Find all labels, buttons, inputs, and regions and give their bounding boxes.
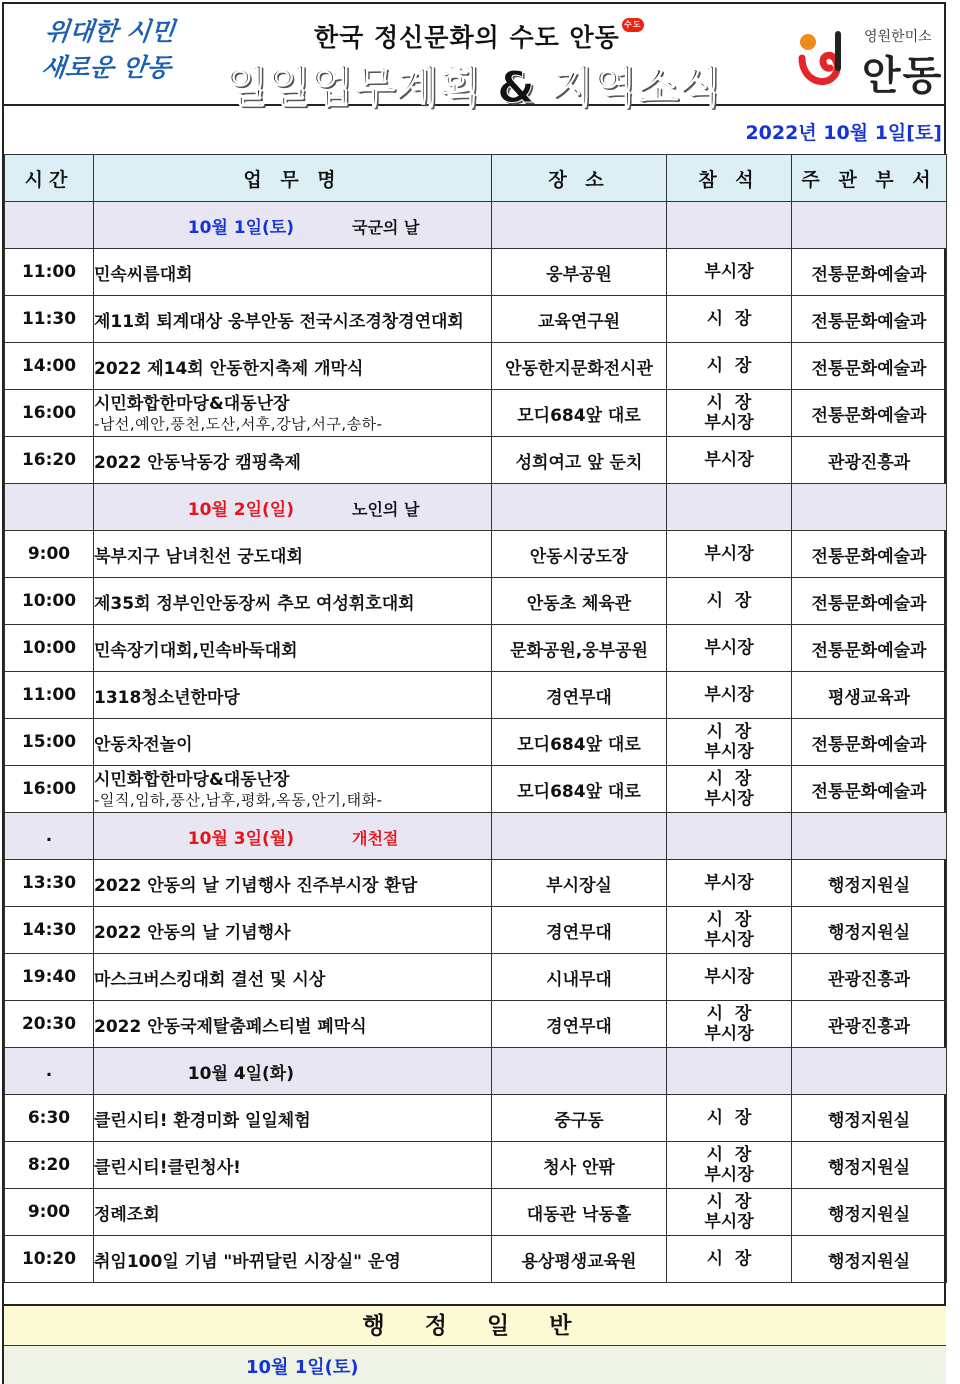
event-place: 중구동 xyxy=(492,1095,667,1142)
event-task: 2022 안동의 날 기념행사 진주부시장 환담 xyxy=(94,875,418,896)
event-task: 클린시티!클린청사! xyxy=(94,1157,241,1178)
event-place: 안동시궁도장 xyxy=(492,531,667,578)
event-attendee: 시 장 xyxy=(706,769,752,789)
event-department: 행정지원실 xyxy=(792,907,947,954)
empty-cell xyxy=(667,484,792,531)
day-header-row xyxy=(5,813,947,860)
event-task-cell xyxy=(94,343,492,390)
empty-cell xyxy=(492,1048,667,1095)
schedule-table xyxy=(4,154,947,1283)
event-attendee: 부시장 xyxy=(704,967,754,987)
day-marker: . xyxy=(5,1048,94,1095)
event-attendee-cell xyxy=(667,860,792,907)
event-attendee-cell xyxy=(667,907,792,954)
event-place: 성희여고 앞 둔치 xyxy=(492,437,667,484)
header xyxy=(4,4,944,113)
event-attendee: 부시장 xyxy=(704,638,754,658)
event-time: 11:30 xyxy=(5,296,94,343)
event-task: 2022 안동국제탈춤페스티벌 폐막식 xyxy=(94,1016,367,1037)
event-department: 전통문화예술과 xyxy=(792,766,947,813)
empty-cell xyxy=(792,813,947,860)
table-row xyxy=(5,1236,947,1283)
day-label-cell xyxy=(94,202,492,249)
schedule-body xyxy=(5,202,947,1283)
empty-cell xyxy=(667,1048,792,1095)
table-row xyxy=(5,907,947,954)
event-attendee-second: 부시장 xyxy=(704,1165,754,1185)
document-date-bar xyxy=(4,106,944,156)
subtitle-text: 한국 정신문화의 수도 안동 xyxy=(314,23,620,52)
logo-name: 안동 xyxy=(862,53,944,99)
table-row xyxy=(5,437,947,484)
event-task-cell xyxy=(94,672,492,719)
event-task: 클린시티! 환경미화 일일체험 xyxy=(94,1110,311,1131)
page-title: 일일업무계획 & 지역소식 xyxy=(226,63,722,113)
event-task-cell xyxy=(94,860,492,907)
slogan-line1: 위대한 시민 xyxy=(43,17,177,46)
event-attendee-cell xyxy=(667,1095,792,1142)
event-place: 문화공원,웅부공원 xyxy=(492,625,667,672)
event-attendee: 시 장 xyxy=(706,591,752,611)
event-place: 시내무대 xyxy=(492,954,667,1001)
event-place: 안동한지문화전시관 xyxy=(492,343,667,390)
event-task: 제11회 퇴계대상 웅부안동 전국시조경창경연대회 xyxy=(94,311,464,332)
event-task: 북부지구 남녀친선 궁도대회 xyxy=(94,546,303,567)
day-marker xyxy=(5,202,94,249)
event-task-cell xyxy=(94,578,492,625)
event-place: 안동초 체육관 xyxy=(492,578,667,625)
day-label-cell xyxy=(94,813,492,860)
event-task-cell xyxy=(94,296,492,343)
event-place: 청사 안팎 xyxy=(492,1142,667,1189)
event-task-detail: -일직,임하,풍산,남후,평화,옥동,안기,태화- xyxy=(94,790,383,809)
event-time: 15:00 xyxy=(5,719,94,766)
day-marker: . xyxy=(5,813,94,860)
event-department: 전통문화예술과 xyxy=(792,390,947,437)
andong-logo xyxy=(794,22,944,98)
event-attendee-cell xyxy=(667,390,792,437)
day-header-row xyxy=(5,484,947,531)
table-row xyxy=(5,766,947,813)
table-row xyxy=(5,249,947,296)
event-task-cell xyxy=(94,1095,492,1142)
event-attendee-second: 부시장 xyxy=(704,930,754,950)
event-department: 전통문화예술과 xyxy=(792,578,947,625)
event-task: 2022 안동의 날 기념행사 xyxy=(94,922,291,943)
document-date: 2022년 10월 1일[토] xyxy=(745,122,942,144)
event-place: 모디684앞 대로 xyxy=(492,390,667,437)
slogan xyxy=(14,14,202,86)
event-time: 14:30 xyxy=(5,907,94,954)
table-row xyxy=(5,672,947,719)
event-time: 16:00 xyxy=(5,390,94,437)
column-header-task: 업 무 명 xyxy=(94,155,492,202)
event-task-cell xyxy=(94,766,492,813)
event-attendee-cell xyxy=(667,437,792,484)
event-attendee: 부시장 xyxy=(704,262,754,282)
event-task: 시민화합한마당&대동난장 xyxy=(94,393,290,414)
event-attendee-cell xyxy=(667,531,792,578)
event-department: 행정지원실 xyxy=(792,1095,947,1142)
event-task-cell xyxy=(94,390,492,437)
table-row xyxy=(5,1142,947,1189)
event-task-cell xyxy=(94,1189,492,1236)
event-place: 용상평생교육원 xyxy=(492,1236,667,1283)
event-place: 교육연구원 xyxy=(492,296,667,343)
event-attendee-second: 부시장 xyxy=(704,789,754,809)
event-place: 웅부공원 xyxy=(492,249,667,296)
event-task: 안동차전놀이 xyxy=(94,734,193,755)
event-department: 관광진흥과 xyxy=(792,954,947,1001)
empty-cell xyxy=(792,202,947,249)
event-attendee-cell xyxy=(667,1142,792,1189)
event-task: 취임100일 기념 "바뀌달린 시장실" 운영 xyxy=(94,1251,401,1272)
event-place: 경연무대 xyxy=(492,907,667,954)
footer-date-bar xyxy=(4,1346,946,1384)
day-label: 10월 4일(화) xyxy=(187,1063,294,1084)
column-header-place: 장 소 xyxy=(492,155,667,202)
day-label-cell xyxy=(94,484,492,531)
event-task: 마스크버스킹대회 결선 및 시상 xyxy=(94,969,326,990)
event-attendee-cell xyxy=(667,249,792,296)
empty-cell xyxy=(667,813,792,860)
event-task: 제35회 정부인안동장씨 추모 여성휘호대회 xyxy=(94,593,415,614)
event-attendee-cell xyxy=(667,1001,792,1048)
footer-date: 10월 1일(토) xyxy=(246,1357,359,1378)
event-attendee-cell xyxy=(667,719,792,766)
holiday-label: 개천절 xyxy=(352,828,399,848)
event-place: 경연무대 xyxy=(492,1001,667,1048)
event-attendee-cell xyxy=(667,672,792,719)
event-time: 14:00 xyxy=(5,343,94,390)
event-department: 행정지원실 xyxy=(792,860,947,907)
table-row xyxy=(5,1001,947,1048)
event-time: 10:00 xyxy=(5,625,94,672)
capital-badge: 수도 xyxy=(622,18,644,32)
event-task-cell xyxy=(94,531,492,578)
event-task-cell xyxy=(94,1001,492,1048)
event-time: 20:30 xyxy=(5,1001,94,1048)
table-row xyxy=(5,296,947,343)
event-department: 행정지원실 xyxy=(792,1142,947,1189)
logo-tagline: 영원한미소 xyxy=(864,29,932,45)
day-label: 10월 2일(일) xyxy=(187,499,294,520)
table-row xyxy=(5,1095,947,1142)
column-header-time: 시간 xyxy=(5,155,94,202)
event-time: 10:20 xyxy=(5,1236,94,1283)
holiday-label: 노인의 날 xyxy=(352,499,420,519)
event-attendee-second: 부시장 xyxy=(704,413,754,433)
day-label: 10월 1일(토) xyxy=(187,217,294,238)
event-place: 부시장실 xyxy=(492,860,667,907)
day-header-row xyxy=(5,202,947,249)
event-attendee: 시 장 xyxy=(706,1192,752,1212)
table-row xyxy=(5,578,947,625)
table-row xyxy=(5,719,947,766)
event-task-cell xyxy=(94,1142,492,1189)
event-task: 2022 제14회 안동한지축제 개막식 xyxy=(94,358,364,379)
event-attendee-cell xyxy=(667,343,792,390)
andong-logo-icon xyxy=(794,28,858,92)
table-row xyxy=(5,1189,947,1236)
event-task: 2022 안동낙동강 캠핑축제 xyxy=(94,452,301,473)
event-attendee: 부시장 xyxy=(704,544,754,564)
event-task-cell xyxy=(94,954,492,1001)
empty-cell xyxy=(792,484,947,531)
event-time: 6:30 xyxy=(5,1095,94,1142)
event-time: 13:30 xyxy=(5,860,94,907)
event-time: 9:00 xyxy=(5,531,94,578)
event-attendee-cell xyxy=(667,578,792,625)
event-attendee: 부시장 xyxy=(704,450,754,470)
event-attendee-cell xyxy=(667,1189,792,1236)
event-attendee: 시 장 xyxy=(706,356,752,376)
empty-cell xyxy=(492,484,667,531)
event-department: 관광진흥과 xyxy=(792,1001,947,1048)
event-department: 전통문화예술과 xyxy=(792,249,947,296)
empty-cell xyxy=(492,202,667,249)
empty-cell xyxy=(792,1048,947,1095)
event-department: 전통문화예술과 xyxy=(792,531,947,578)
table-row xyxy=(5,390,947,437)
event-attendee: 시 장 xyxy=(706,1249,752,1269)
event-department: 전통문화예술과 xyxy=(792,719,947,766)
event-department: 전통문화예술과 xyxy=(792,343,947,390)
day-header-row xyxy=(5,1048,947,1095)
event-task: 1318청소년한마당 xyxy=(94,687,240,708)
event-attendee: 부시장 xyxy=(704,685,754,705)
event-department: 행정지원실 xyxy=(792,1189,947,1236)
day-label-cell xyxy=(94,1048,492,1095)
day-marker xyxy=(5,484,94,531)
event-time: 8:20 xyxy=(5,1142,94,1189)
event-place: 경연무대 xyxy=(492,672,667,719)
event-time: 16:00 xyxy=(5,766,94,813)
day-label: 10월 3일(월) xyxy=(187,828,294,849)
event-attendee: 시 장 xyxy=(706,722,752,742)
event-attendee-second: 부시장 xyxy=(704,742,754,762)
event-task-cell xyxy=(94,437,492,484)
event-attendee-second: 부시장 xyxy=(704,1024,754,1044)
event-attendee-cell xyxy=(667,766,792,813)
event-attendee: 시 장 xyxy=(706,1108,752,1128)
event-time: 10:00 xyxy=(5,578,94,625)
event-task-cell xyxy=(94,907,492,954)
event-attendee-cell xyxy=(667,954,792,1001)
event-task: 민속씨름대회 xyxy=(94,264,193,285)
event-place: 대동관 낙동홀 xyxy=(492,1189,667,1236)
event-task-cell xyxy=(94,625,492,672)
event-department: 전통문화예술과 xyxy=(792,296,947,343)
table-row xyxy=(5,954,947,1001)
column-header-attendee: 참 석 xyxy=(667,155,792,202)
slogan-line2: 새로운 안동 xyxy=(39,53,173,82)
subtitle xyxy=(314,18,644,54)
event-attendee-cell xyxy=(667,1236,792,1283)
event-department: 평생교육과 xyxy=(792,672,947,719)
event-task-detail: -남선,예안,풍천,도산,서후,강남,서구,송하- xyxy=(94,414,383,433)
event-task: 민속장기대회,민속바둑대회 xyxy=(94,640,298,661)
event-attendee-cell xyxy=(667,296,792,343)
event-time: 16:20 xyxy=(5,437,94,484)
event-task: 정례조회 xyxy=(94,1204,160,1225)
event-attendee-cell xyxy=(667,625,792,672)
column-header-department: 주 관 부 서 xyxy=(792,155,947,202)
event-place: 모디684앞 대로 xyxy=(492,766,667,813)
event-attendee: 시 장 xyxy=(706,910,752,930)
table-row xyxy=(5,343,947,390)
event-attendee: 시 장 xyxy=(706,1004,752,1024)
event-place: 모디684앞 대로 xyxy=(492,719,667,766)
table-row xyxy=(5,625,947,672)
table-row xyxy=(5,860,947,907)
event-attendee: 시 장 xyxy=(706,309,752,329)
event-task-cell xyxy=(94,1236,492,1283)
event-attendee: 시 장 xyxy=(706,1145,752,1165)
holiday-label: 국군의 날 xyxy=(352,217,420,237)
event-task: 시민화합한마당&대동난장 xyxy=(94,769,290,790)
event-time: 19:40 xyxy=(5,954,94,1001)
event-time: 9:00 xyxy=(5,1189,94,1236)
empty-cell xyxy=(492,813,667,860)
event-task-cell xyxy=(94,249,492,296)
event-attendee: 부시장 xyxy=(704,873,754,893)
event-department: 관광진흥과 xyxy=(792,437,947,484)
event-department: 행정지원실 xyxy=(792,1236,947,1283)
event-time: 11:00 xyxy=(5,249,94,296)
event-attendee: 시 장 xyxy=(706,393,752,413)
table-row xyxy=(5,531,947,578)
event-task-cell xyxy=(94,719,492,766)
table-header-row xyxy=(5,155,947,202)
section-title: 행 정 일 반 xyxy=(4,1304,946,1346)
event-time: 11:00 xyxy=(5,672,94,719)
event-department: 전통문화예술과 xyxy=(792,625,947,672)
empty-cell xyxy=(667,202,792,249)
event-attendee-second: 부시장 xyxy=(704,1212,754,1232)
